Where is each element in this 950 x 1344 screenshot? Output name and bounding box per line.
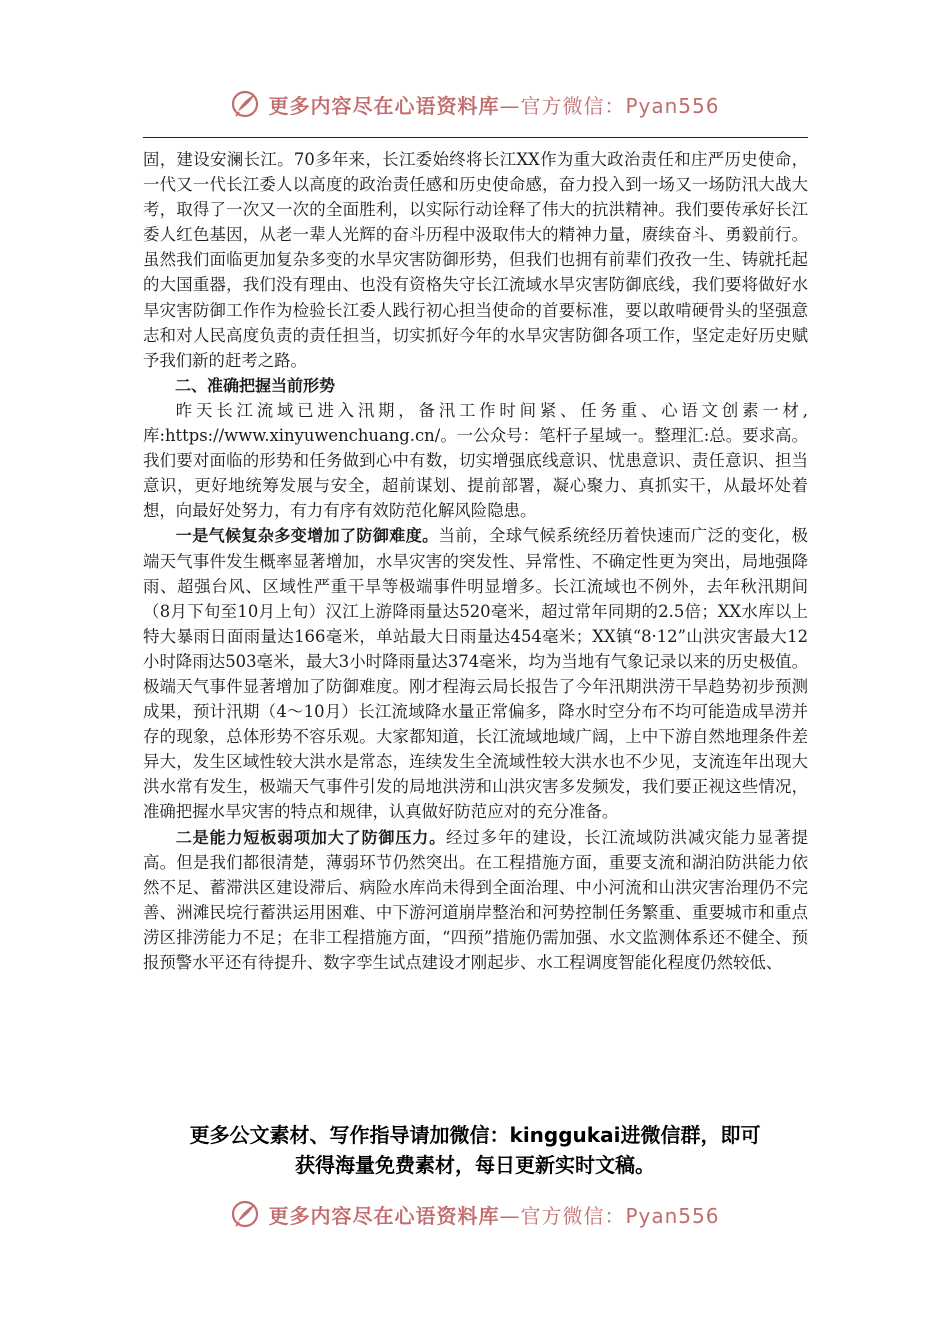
footer-banner (0, 1192, 950, 1236)
section-heading: 二、准确把握当前形势 (175, 375, 336, 395)
promo-line-2: 获得海量免费素材，每日更新实时文稿。 (295, 1153, 655, 1177)
footer-wechat-text: —官方微信：Pyan556 (499, 1203, 720, 1228)
promo-line-1: 更多公文素材、写作指导请加微信：kinggukai进微信群，即可 (189, 1123, 761, 1147)
header-banner (0, 82, 950, 126)
paragraph-3 (143, 523, 808, 824)
promo-notice (100, 1120, 850, 1180)
footer-brand-text: 更多内容尽在心语资料库 (268, 1203, 500, 1228)
quill-logo-icon (230, 89, 260, 119)
document-body (143, 147, 808, 975)
paragraph-3-text: 当前，全球气候系统经历着快速而广泛的变化，极端天气事件发生概率显著增加，水旱灾害的突发性、异常性、不确定性更为突出，局地强降雨、超强台风、区域性严重干旱等极端事件明显增多。长江流域也不例外，去年秋汛期间（8月下旬至10月上旬）汉江上游降雨量达520毫米，超过常年同期的2.5倍；XX水库以上特大暴雨日面雨量达166毫米，单站最大日雨量达454毫米；XX镇“8·12”山洪灾害最大12小时降雨达503毫米，最大3小时降雨量达374毫米，均为当地有气象记录以来的历史极值。极端天气事件显著增加了防御难度。刚才程海云局长报告了今年汛期洪涝干旱趋势初步预测成果，预计汛期（4～10月）长江流域降水量正常偏多，降水时空分布不均可能造成旱涝并存的现象，总体形势不容乐观。大家都知道，长江流域地域广阔，上中下游自然地理条件差异大，发生区域性较大洪水是常态，连续发生全流域性较大洪水也不少见，支流连年出现大洪水常有发生，极端天气事件引发的局地洪涝和山洪灾害多发频发，我们要正视这些情况，准确把握水旱灾害的特点和规律，认真做好防范应对的充分准备。 (143, 526, 808, 822)
header-divider (143, 137, 808, 138)
header-wechat-text: —官方微信：Pyan556 (499, 93, 720, 118)
quill-logo-icon (230, 1199, 260, 1229)
paragraph-4 (143, 825, 808, 976)
paragraph-4-lead: 二是能力短板弱项加大了防御压力。 (175, 827, 447, 847)
paragraph-3-lead: 一是气候复杂多变增加了防御难度。 (175, 526, 439, 546)
paragraph-4-text: 经过多年的建设，长江流域防洪减灾能力显著提高。但是我们都很清楚，薄弱环节仍然突出。在工程措施方面，重要支流和湖泊防洪能力依然不足、蓄滞洪区建设滞后、病险水库尚未得到全面治理、中小河流和山洪灾害治理仍不完善、洲滩民垸行蓄洪运用困难、中下游河道崩岸整治和河势控制任务繁重、重要城市和重点涝区排涝能力不足；在非工程措施方面，“四预”措施仍需加强、水文监测体系还不健全、预报预警水平还有待提升、数字孪生试点建设才刚起步、水工程调度智能化程度仍然较低、 (143, 827, 808, 972)
paragraph-2: 昨天长江流域已进入汛期，备汛工作时间紧、任务重、心语文创素一材,库:https://www.xinyuwenchuang.cn/。一公众号：笔杆子星域一。整理汇:总。要求高。我们要对面临的形势和任务做到心中有数，切实增强底线意识、忧患意识、责任意识、担当意识，更好地统筹发展与安全，超前谋划、提前部署，凝心聚力、真抓实干，从最坏处着想，向最好处努力，有力有序有效防范化解风险隐患。 (143, 400, 808, 521)
paragraph-1: 固，建设安澜长江。70多年来，长江委始终将长江XX作为重大政治责任和庄严历史使命，一代又一代长江委人以高度的政治责任感和历史使命感，奋力投入到一场又一场防汛大战大考，取得了一次又一次的全面胜利，以实际行动诠释了伟大的抗洪精神。我们要传承好长江委人红色基因，从老一辈人光辉的奋斗历程中汲取伟大的精神力量，赓续奋斗、勇毅前行。虽然我们面临更加复杂多变的水旱灾害防御形势，但我们也拥有前辈们孜孜一生、铸就托起的大国重器，我们没有理由、也没有资格失守长江流域水旱灾害防御底线，我们要将做好水旱灾害防御工作作为检验长江委人践行初心担当使命的首要标准，要以敢啃硬骨头的坚强意志和对人民高度负责的责任担当，切实抓好今年的水旱灾害防御各项工作，坚定走好历史赋予我们新的赶考之路。 (143, 150, 808, 370)
header-brand-text: 更多内容尽在心语资料库 (268, 93, 500, 118)
